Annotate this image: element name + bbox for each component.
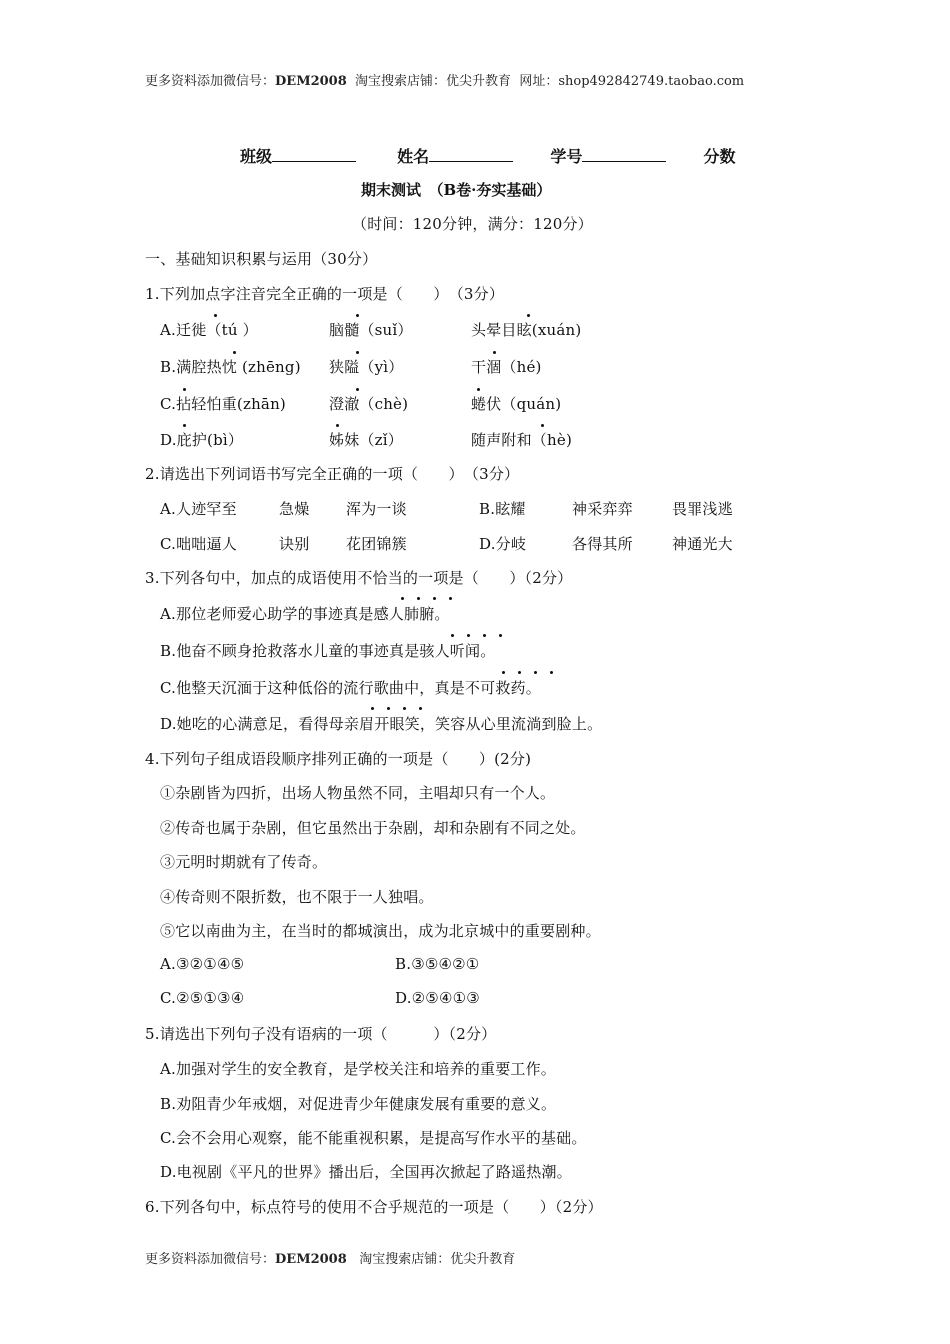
q4-option-c: C.②⑤①③④ bbox=[160, 989, 245, 1007]
q1-row-d-3: 随声附和（hè) bbox=[471, 431, 572, 449]
page-header bbox=[145, 70, 744, 89]
emphasis-dot bbox=[493, 351, 496, 354]
emphasis-dot bbox=[541, 424, 544, 427]
q4-sentence-3: ③元明时期就有了传奇。 bbox=[160, 853, 328, 871]
emphasis-dot bbox=[387, 707, 390, 710]
q1-row-b-3: 干涸（hé) bbox=[471, 358, 542, 376]
q4-sentence-2: ②传奇也属于杂剧，但它虽然出于杂剧，却和杂剧有不同之处。 bbox=[160, 819, 586, 837]
q2-d-1: D.分岐 bbox=[479, 535, 527, 553]
q3-option-d: D.她吃的心满意足，看得母亲眉开眼笑，笑容从心里流淌到脸上。 bbox=[160, 715, 603, 733]
q1-row-a-1: A.迁徙（tú ） bbox=[160, 321, 258, 339]
emphasis-dot bbox=[433, 597, 436, 600]
score-label: 分数 bbox=[703, 147, 736, 166]
emphasis-dot bbox=[534, 671, 537, 674]
q4-sentence-5: ⑤它以南曲为主，在当时的都城演出，成为北京城中的重要剧种。 bbox=[160, 922, 601, 940]
q5-option-c: C.会不会用心观察，能不能重视积累，是提高写作水平的基础。 bbox=[160, 1129, 587, 1147]
q1-row-b-1: B.满腔热忱 (zhēng) bbox=[160, 358, 301, 376]
emphasis-dot bbox=[499, 634, 502, 637]
name-blank[interactable] bbox=[429, 147, 513, 162]
question-3-stem: 3.下列各句中，加点的成语使用不恰当的一项是（ ）（2分） bbox=[145, 569, 573, 587]
q2-a-2: 急燥 bbox=[279, 500, 310, 518]
header-prefix: 更多资料添加微信号： bbox=[145, 74, 276, 89]
q4-option-a: A.③②①④⑤ bbox=[160, 955, 245, 973]
emphasis-dot bbox=[356, 388, 359, 391]
q3-option-b: B.他奋不顾身抢救落水儿童的事迹真是骇人听闻。 bbox=[160, 642, 496, 660]
footer-prefix: 更多资料添加微信号： bbox=[145, 1252, 276, 1267]
info-row bbox=[240, 144, 736, 167]
q5-option-d: D.电视剧《平凡的世界》播出后，全国再次掀起了路遥热潮。 bbox=[160, 1163, 572, 1181]
q4-sentence-4: ④传奇则不限折数，也不限于一人独唱。 bbox=[160, 888, 434, 906]
emphasis-dot bbox=[449, 597, 452, 600]
header-url: 网址：shop492842749.taobao.com bbox=[519, 74, 745, 89]
q4-option-b: B.③⑤④②① bbox=[395, 955, 480, 973]
q2-b-2: 神采弈弈 bbox=[572, 500, 633, 518]
section-1-heading: 一、基础知识积累与运用（30分） bbox=[145, 250, 378, 268]
q1-row-a-3: 头晕目眩(xuán) bbox=[471, 321, 582, 339]
q1-row-c-3: 蜷伏（quán) bbox=[471, 395, 562, 413]
class-label: 班级 bbox=[240, 147, 273, 166]
q3-option-c: C.他整天沉湎于这种低俗的流行歌曲中，真是不可救药。 bbox=[160, 679, 541, 697]
emphasis-dot bbox=[401, 597, 404, 600]
id-label: 学号 bbox=[550, 147, 583, 166]
question-2-stem: 2.请选出下列词语书写完全正确的一项（ ） （3分） bbox=[145, 465, 520, 483]
emphasis-dot bbox=[371, 707, 374, 710]
emphasis-dot bbox=[527, 314, 530, 317]
q2-c-3: 花团锦簇 bbox=[346, 535, 407, 553]
exam-subtitle: （时间：120分钟，满分：120分） bbox=[352, 215, 593, 233]
exam-title: 期末测试 （B卷·夯实基础） bbox=[361, 181, 552, 199]
q4-sentence-1: ①杂剧皆为四折，出场人物虽然不同，主唱却只有一个人。 bbox=[160, 784, 556, 802]
class-blank[interactable] bbox=[272, 147, 356, 162]
emphasis-dot bbox=[183, 388, 186, 391]
question-6-stem: 6.下列各句中，标点符号的使用不合乎规范的一项是（ ）（2分） bbox=[145, 1198, 603, 1216]
emphasis-dot bbox=[356, 314, 359, 317]
header-wechat: DEM2008 bbox=[275, 74, 347, 89]
page-footer bbox=[145, 1248, 515, 1267]
emphasis-dot bbox=[467, 634, 470, 637]
emphasis-dot bbox=[502, 671, 505, 674]
q3-option-a: A.那位老师爱心助学的事迹真是感人肺腑。 bbox=[160, 605, 450, 623]
name-label: 姓名 bbox=[397, 147, 430, 166]
question-4-stem: 4.下列句子组成语段顺序排列正确的一项是（ ）(2分) bbox=[145, 750, 532, 768]
header-shop: 淘宝搜索店铺：优尖升教育 bbox=[355, 74, 512, 89]
id-blank[interactable] bbox=[582, 147, 666, 162]
q2-c-2: 诀别 bbox=[279, 535, 310, 553]
emphasis-dot bbox=[403, 707, 406, 710]
q2-b-3: 畏罪浅逃 bbox=[672, 500, 733, 518]
footer-shop: 淘宝搜索店铺：优尖升教育 bbox=[359, 1252, 516, 1267]
emphasis-dot bbox=[419, 707, 422, 710]
emphasis-dot bbox=[483, 634, 486, 637]
emphasis-dot bbox=[417, 597, 420, 600]
emphasis-dot bbox=[518, 671, 521, 674]
emphasis-dot bbox=[336, 424, 339, 427]
footer-wechat: DEM2008 bbox=[275, 1252, 347, 1267]
question-1-stem: 1.下列加点字注音完全正确的一项是（ ） （3分） bbox=[145, 285, 505, 303]
q5-option-b: B.劝阻青少年戒烟，对促进青少年健康发展有重要的意义。 bbox=[160, 1095, 557, 1113]
q1-row-d-2: 姊妹（zǐ） bbox=[329, 431, 403, 449]
q2-d-3: 神通光大 bbox=[672, 535, 733, 553]
q2-b-1: B.眩耀 bbox=[479, 500, 526, 518]
q1-row-c-1: C.拈轻怕重(zhān) bbox=[160, 395, 286, 413]
q2-d-2: 各得其所 bbox=[572, 535, 633, 553]
emphasis-dot bbox=[477, 388, 480, 391]
emphasis-dot bbox=[233, 351, 236, 354]
emphasis-dot bbox=[214, 314, 217, 317]
emphasis-dot bbox=[183, 424, 186, 427]
emphasis-dot bbox=[451, 634, 454, 637]
emphasis-dot bbox=[550, 671, 553, 674]
question-5-stem: 5.请选出下列句子没有语病的一项（ ）（2分） bbox=[145, 1025, 497, 1043]
q2-a-1: A.人迹罕至 bbox=[160, 500, 237, 518]
q1-row-a-2: 脑髓（suǐ） bbox=[329, 321, 413, 339]
q5-option-a: A.加强对学生的安全教育，是学校关注和培养的重要工作。 bbox=[160, 1060, 557, 1078]
emphasis-dot bbox=[356, 351, 359, 354]
q1-row-d-1: D.庇护(bì） bbox=[160, 431, 244, 449]
q1-row-b-2: 狭隘（yì） bbox=[329, 358, 404, 376]
q1-row-c-2: 澄澈（chè) bbox=[329, 395, 409, 413]
q2-a-3: 浑为一谈 bbox=[346, 500, 407, 518]
q2-c-1: C.咄咄逼人 bbox=[160, 535, 237, 553]
q4-option-d: D.②⑤④①③ bbox=[395, 989, 480, 1007]
